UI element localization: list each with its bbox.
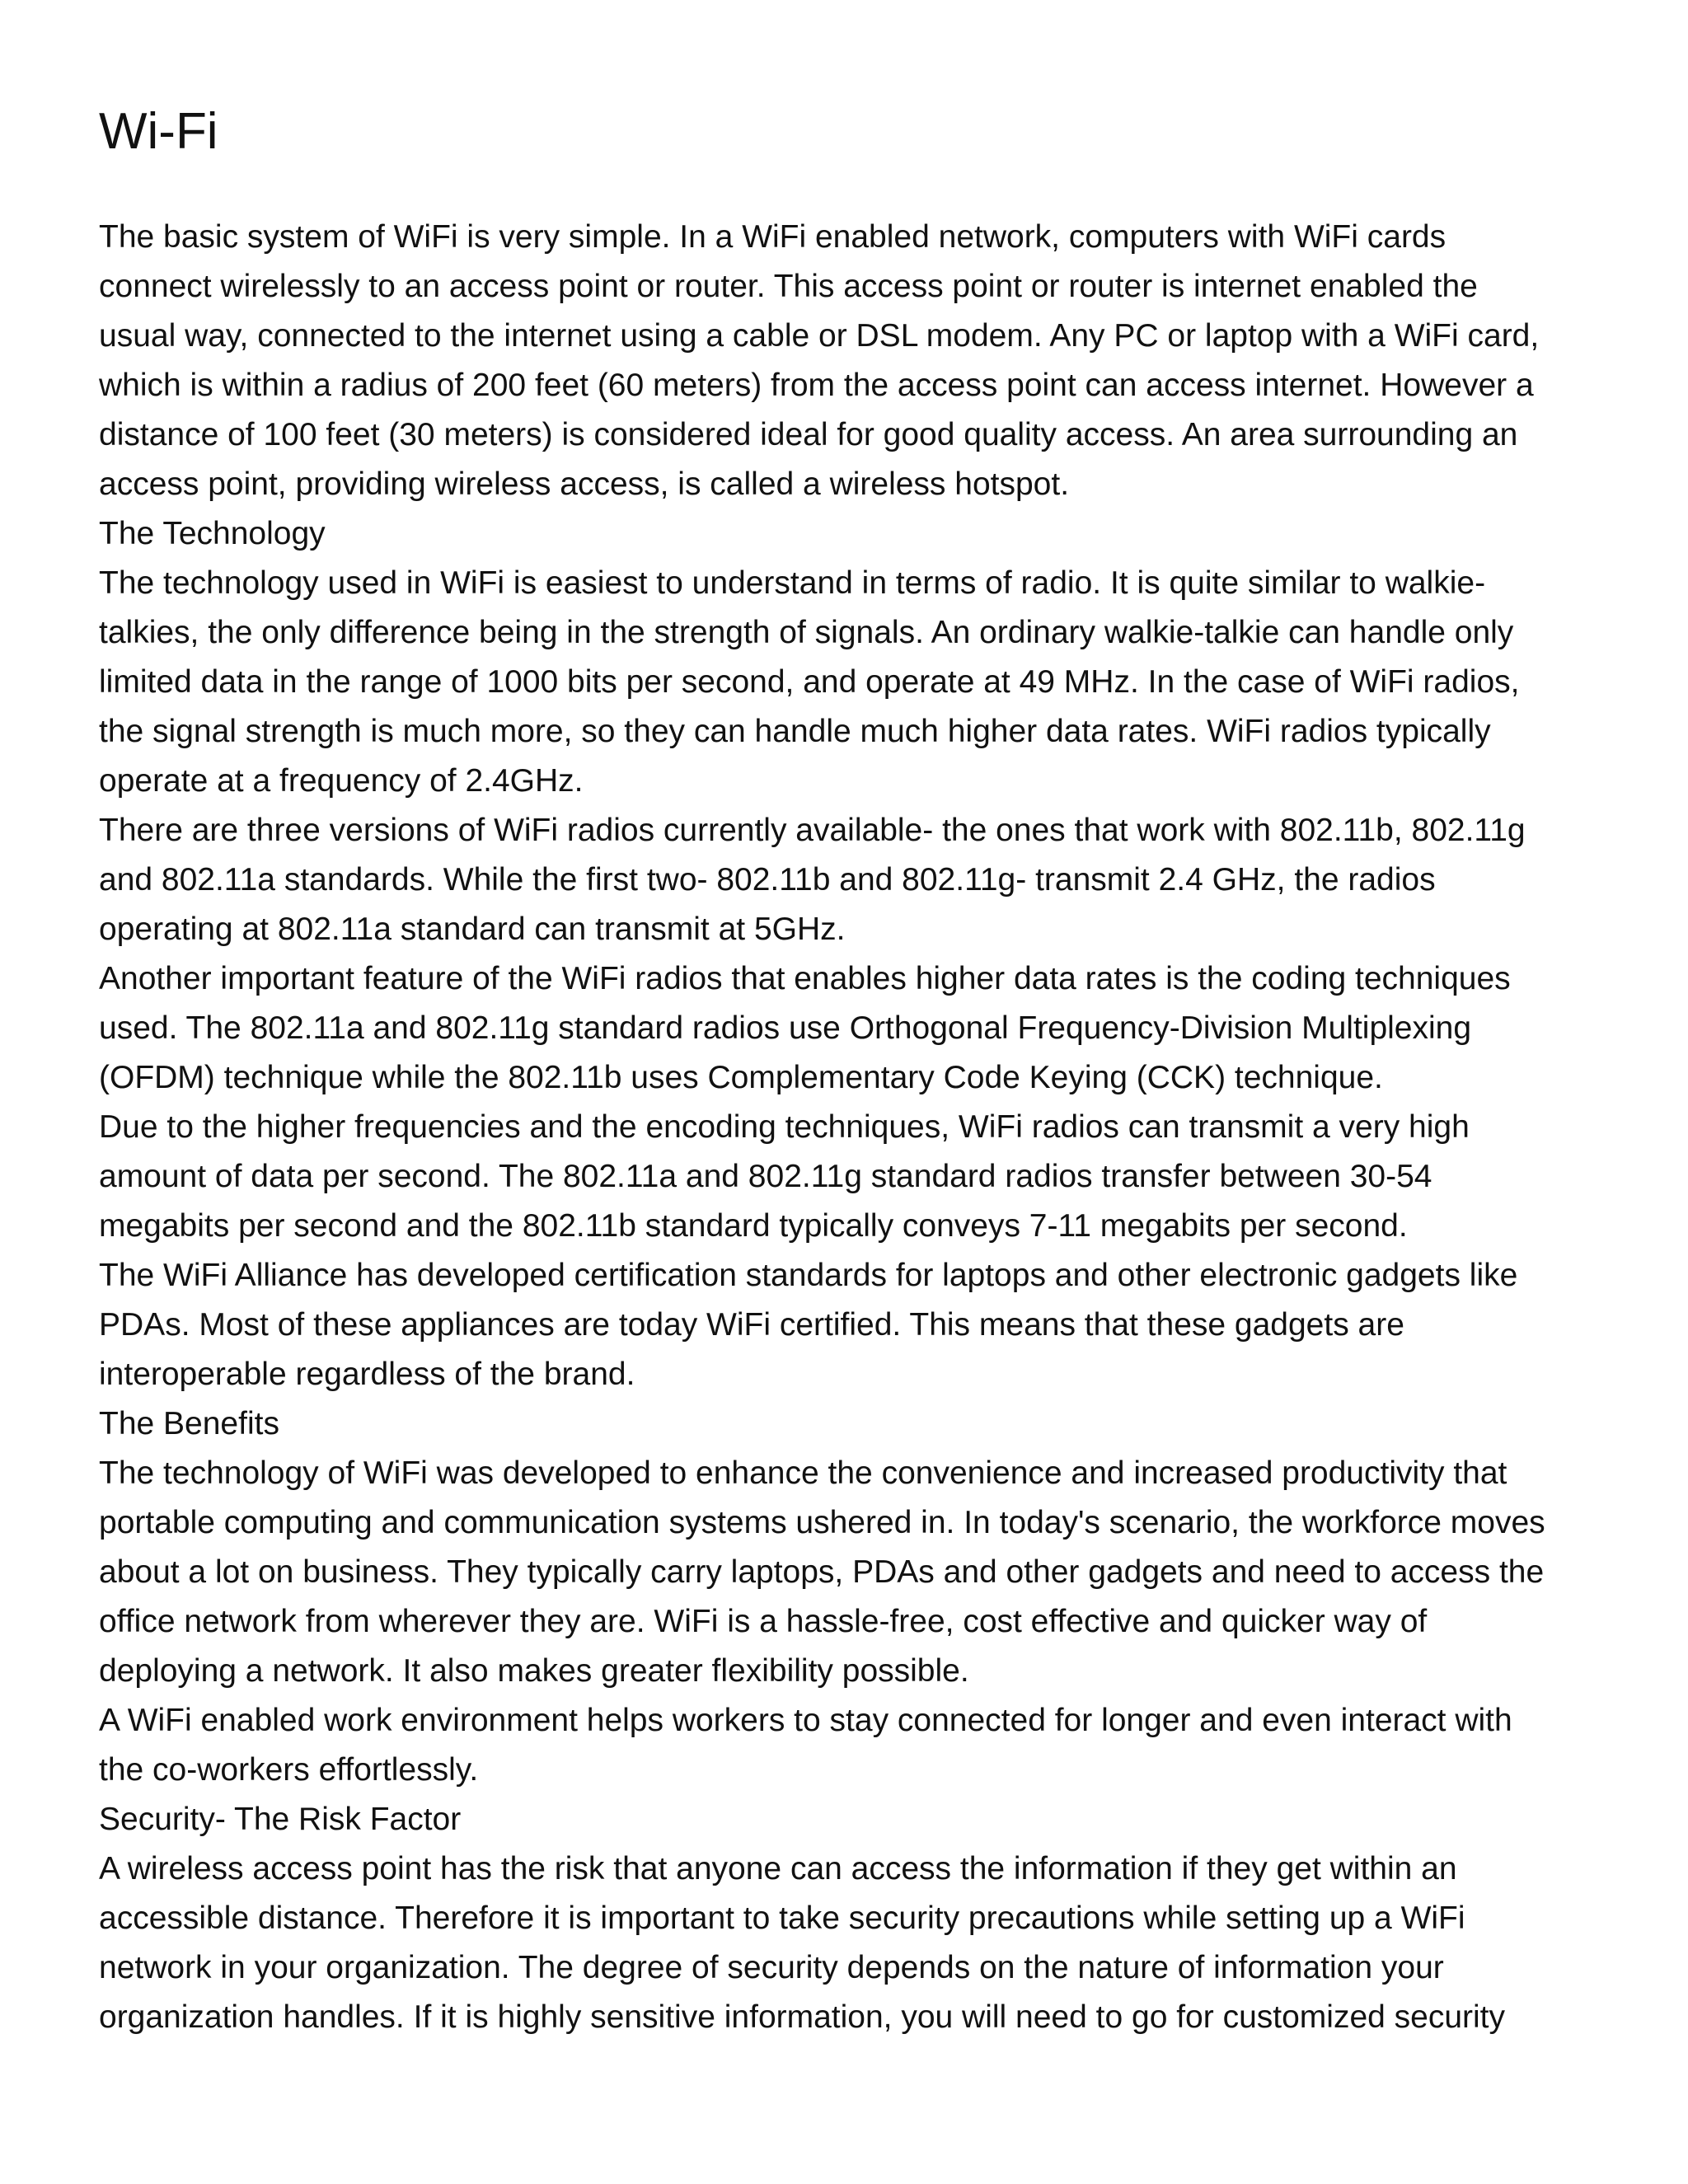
text-line: The technology of WiFi was developed to enhance the convenience and increased productivity that [99, 1455, 1507, 1491]
text-line: deploying a network. It also makes greater flexibility possible. [99, 1653, 969, 1689]
text-line: network in your organization. The degree of security depends on the nature of information your [99, 1950, 1444, 1985]
text-line: PDAs. Most of these appliances are today WiFi certified. This means that these gadgets are [99, 1307, 1404, 1343]
section-heading-benefits: The Benefits [99, 1406, 279, 1441]
text-line: Another important feature of the WiFi radios that enables higher data rates is the coding techniques [99, 961, 1511, 996]
section-heading-technology: The Technology [99, 516, 326, 551]
text-line: A WiFi enabled work environment helps workers to stay connected for longer and even interact with [99, 1703, 1512, 1738]
text-line: The basic system of WiFi is very simple. In a WiFi enabled network, computers with WiFi cards [99, 219, 1447, 255]
section-heading-security: Security- The Risk Factor [99, 1802, 462, 1837]
text-line: the signal strength is much more, so they can handle much higher data rates. WiFi radios typically [99, 714, 1491, 749]
text-line: office network from wherever they are. WiFi is a hassle-free, cost effective and quicker way of [99, 1604, 1428, 1639]
text-line: A wireless access point has the risk that anyone can access the information if they get within an [99, 1851, 1457, 1886]
text-line: The WiFi Alliance has developed certification standards for laptops and other electronic gadgets like [99, 1258, 1518, 1293]
text-line: organization handles. If it is highly sensitive information, you will need to go for customized security [99, 1999, 1506, 2035]
document-page [99, 97, 1607, 2042]
text-line: accessible distance. Therefore it is important to take security precautions while setting up a WiFi [99, 1900, 1465, 1936]
text-line: megabits per second and the 802.11b standard typically conveys 7-11 megabits per second. [99, 1208, 1408, 1244]
text-line: and 802.11a standards. While the first two- 802.11b and 802.11g- transmit 2.4 GHz, the radios [99, 862, 1436, 898]
text-line: access point, providing wireless access, is called a wireless hotspot. [99, 466, 1070, 502]
text-line: There are three versions of WiFi radios currently available- the ones that work with 802.11b, 802.11g [99, 813, 1526, 848]
text-line: the co-workers effortlessly. [99, 1752, 479, 1788]
text-line: (OFDM) technique while the 802.11b uses Complementary Code Keying (CCK) technique. [99, 1060, 1383, 1095]
text-line: portable computing and communication systems ushered in. In today's scenario, the workforce moves [99, 1505, 1545, 1540]
text-line: operate at a frequency of 2.4GHz. [99, 763, 584, 799]
text-line: amount of data per second. The 802.11a and 802.11g standard radios transfer between 30-54 [99, 1159, 1432, 1194]
text-line: used. The 802.11a and 802.11g standard radios use Orthogonal Frequency-Division Multiplexing [99, 1010, 1472, 1046]
text-line: connect wirelessly to an access point or router. This access point or router is internet enabled the [99, 269, 1478, 304]
document-body [99, 213, 1607, 2042]
document-title: Wi-Fi [99, 103, 218, 160]
text-line: talkies, the only difference being in the strength of signals. An ordinary walkie-talkie can handle only [99, 615, 1514, 650]
text-line: Due to the higher frequencies and the encoding techniques, WiFi radios can transmit a very high [99, 1109, 1470, 1145]
text-line: operating at 802.11a standard can transmit at 5GHz. [99, 912, 846, 947]
text-line: limited data in the range of 1000 bits per second, and operate at 49 MHz. In the case of WiFi radios, [99, 664, 1520, 700]
text-line: interoperable regardless of the brand. [99, 1357, 635, 1392]
text-line: about a lot on business. They typically carry laptops, PDAs and other gadgets and need to access the [99, 1554, 1545, 1590]
text-line: The technology used in WiFi is easiest to understand in terms of radio. It is quite similar to walkie- [99, 565, 1486, 601]
text-line: which is within a radius of 200 feet (60 meters) from the access point can access internet. However a [99, 368, 1534, 403]
text-line: distance of 100 feet (30 meters) is considered ideal for good quality access. An area surrounding an [99, 417, 1518, 452]
text-line: usual way, connected to the internet using a cable or DSL modem. Any PC or laptop with a WiFi card, [99, 318, 1540, 354]
